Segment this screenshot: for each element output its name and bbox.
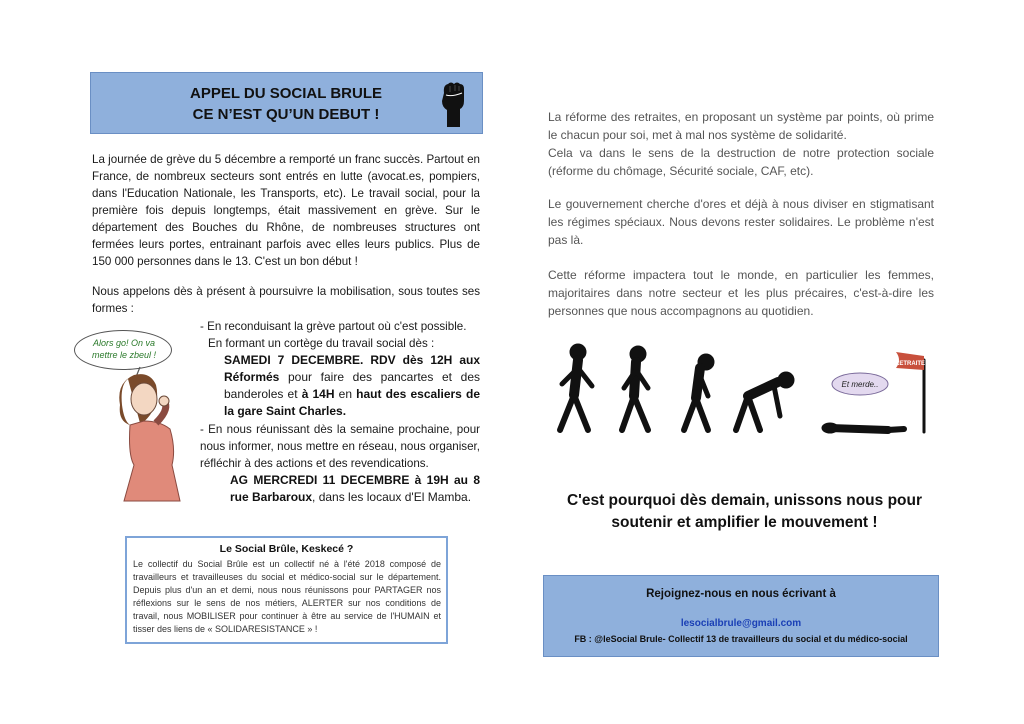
page-title: APPEL DU SOCIAL BRULE CE N’EST QU’UN DEBUT ! — [190, 85, 382, 123]
call-paragraph: Nous appelons dès à présent à poursuivre la mobilisation, sous toutes ses formes : — [92, 285, 480, 315]
item-reconduction: - En reconduisant la grève partout où c'est possible. En formant un cortège du travail social dès : — [200, 320, 467, 350]
retraite-paragraph-3: Cette réforme impactera tout le monde, en particulier les femmes, majoritaires dans notre secteur et les plus précaires, c'est-à-dire les personnes que nous accompagnons au quotidien. — [548, 268, 934, 318]
speech-bubble: Alors go! On va mettre le zbeul ! — [74, 330, 172, 370]
email-link[interactable]: lesocialbrule@gmail.com — [680, 618, 802, 629]
walking-figures-illustration — [548, 340, 940, 440]
retraite-paragraph-1: La réforme des retraites, en proposant un système par points, où prime le chacun pour soi, met à mal nos système de solidarité. Cela va dans le sens de la destruction de notre protection sociale (réforme du chômage, Sécurité sociale, CAF, etc). — [548, 110, 934, 178]
intro-paragraph: La journée de grève du 5 décembre a remporté un franc succès. Partout en France, de nombreux secteurs sont entrés en lutte (avocat.es, pompiers, dans l'Education Nationale, les Transports, etc). Le travail social, pour la première fois depuis longtemps, était massivement en grève. Sur le département des Bouches du Rhône, de nombreuses structures ont fermées leurs portes, entrainant parfois avec elles leurs publics. Plus de 150 000 personnes dans le 13. C'est un bon début ! — [92, 153, 480, 268]
flag-label: RETRAITE — [895, 361, 925, 367]
woman-illustration — [100, 365, 190, 505]
ag-mercredi: AG MERCREDI 11 DECEMBRE à 19H au 8 rue Barbaroux, dans les locaux d'El Mamba. — [230, 473, 480, 504]
call-to-action: C'est pourquoi dès demain, unissons nous pour soutenir et amplifier le mouvement ! — [566, 492, 923, 531]
samedi-rdv: SAMEDI 7 DECEMBRE. RDV dès 12H aux Réformés pour faire des pancartes et des banderoles et à 14H en haut des escaliers de la gare Saint Charles. — [224, 353, 480, 418]
raised-fist-icon — [438, 79, 468, 129]
facebook-line: FB : @leSocial Brule- Collectif 13 de travailleurs du social et du médico-social — [574, 634, 908, 644]
keskece-box: Le Social Brûle, Keskecé ? Le collectif du Social Brûle est un collectif né à l'été 2018 composé de travailleurs et travailleuses du social et médico-social sur le département. Depuis plus d'un an et demi, nous nous réunissons pour PARTAGER nos réflexions sur le sens de nos métiers, ALERTER sur nos conditions de travail, nous MOBILISER pour continuer à être au service de l'HUMAIN et tisser des liens de « SOLIDARESISTANCE » ! — [125, 536, 448, 644]
title-banner — [90, 72, 483, 134]
retraite-paragraph-2: Le gouvernement cherche d'ores et déjà à nous diviser en stigmatisant les régimes spéciaux. Nous devons rester solidaires. Le problème n'est pas là. — [548, 197, 934, 247]
speech-label: Et merde.. — [841, 380, 879, 389]
contact-box: Rejoignez-nous en nous écrivant à lesocialbrule@gmail.com FB : @leSocial Brule- Collectif 13 de travailleurs du social et du médico-social — [543, 575, 939, 657]
item-reunion: - En nous réunissant dès la semaine prochaine, pour nous informer, nous mettre en réseau, nous organiser, réfléchir à des actions et des revendications. — [200, 423, 480, 470]
